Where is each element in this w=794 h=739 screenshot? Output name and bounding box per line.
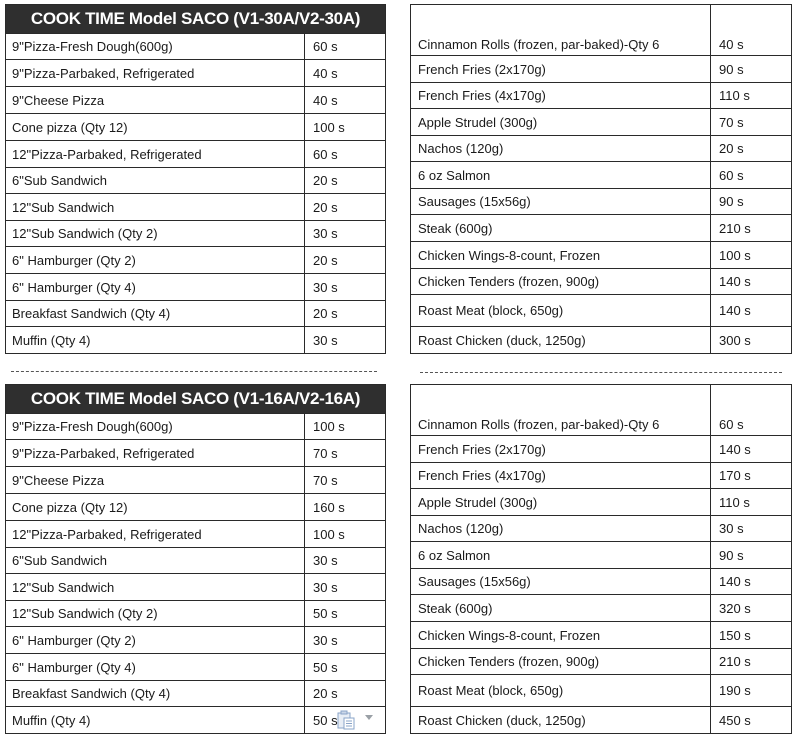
cook-time-cell: 140 s (711, 269, 792, 295)
table-row (6, 467, 386, 494)
item-name-cell: Nachos (120g) (411, 516, 711, 542)
table-row (411, 675, 792, 707)
table-row (411, 649, 792, 675)
cook-time-cell: 30 s (305, 274, 386, 301)
cook-time-cell: 20 s (305, 168, 386, 194)
cook-time-cell: 30 s (305, 627, 386, 654)
table-row (6, 548, 386, 574)
paste-options-icon[interactable] (336, 710, 360, 730)
table-row (6, 168, 386, 194)
cook-time-cell: 100 s (305, 414, 386, 440)
item-name-cell: 12"Sub Sandwich (Qty 2) (6, 221, 305, 247)
table-row (6, 221, 386, 247)
table-row (411, 327, 792, 354)
table-row (6, 247, 386, 274)
cook-time-table-16a-continued (410, 384, 792, 734)
item-name-cell: 6" Hamburger (Qty 4) (6, 654, 305, 681)
table-row (6, 574, 386, 601)
table-row (6, 521, 386, 548)
table-row (411, 516, 792, 542)
cook-time-cell: 30 s (305, 574, 386, 601)
table-row (411, 215, 792, 242)
item-name-cell: 12"Sub Sandwich (Qty 2) (6, 601, 305, 627)
table-title: COOK TIME Model SACO (V1-16A/V2-16A) (6, 385, 386, 414)
cook-time-cell: 190 s (711, 675, 792, 707)
item-name-cell: Roast Chicken (duck, 1250g) (411, 707, 711, 734)
table-row (6, 494, 386, 521)
table-row (6, 34, 386, 60)
item-name-cell: Breakfast Sandwich (Qty 4) (6, 301, 305, 327)
item-name-cell: Chicken Wings-8-count, Frozen (411, 622, 711, 649)
cook-time-cell: 70 s (711, 109, 792, 136)
item-name-cell: French Fries (2x170g) (411, 56, 711, 83)
cook-time-cell: 300 s (711, 327, 792, 354)
item-name-cell: 6" Hamburger (Qty 4) (6, 274, 305, 301)
table-row (6, 87, 386, 114)
table-row (411, 542, 792, 569)
cook-time-cell: 100 s (711, 242, 792, 269)
cook-time-cell: 60 s (305, 34, 386, 60)
item-name-cell: Steak (600g) (411, 215, 711, 242)
item-name-cell: Roast Chicken (duck, 1250g) (411, 327, 711, 354)
dashed-separator-right (420, 372, 782, 373)
item-name-cell: 12"Sub Sandwich (6, 574, 305, 601)
cook-time-cell: 110 s (711, 83, 792, 109)
table-row (411, 385, 792, 436)
cook-time-cell: 20 s (305, 194, 386, 221)
cook-time-cell: 90 s (711, 542, 792, 569)
item-name-cell: 6 oz Salmon (411, 162, 711, 189)
item-name-cell: 9"Pizza-Fresh Dough(600g) (6, 34, 305, 60)
table-row (6, 114, 386, 141)
item-name-cell: 6"Sub Sandwich (6, 168, 305, 194)
item-name-cell: Cinnamon Rolls (frozen, par-baked)-Qty 6 (411, 385, 711, 436)
item-name-cell: Cone pizza (Qty 12) (6, 494, 305, 521)
cook-time-cell: 210 s (711, 649, 792, 675)
table-row (6, 627, 386, 654)
cook-time-table-30a (5, 4, 386, 354)
item-name-cell: 6" Hamburger (Qty 2) (6, 247, 305, 274)
table-row (6, 327, 386, 354)
table-row (411, 136, 792, 162)
cook-time-cell: 90 s (711, 189, 792, 215)
item-name-cell: 9"Pizza-Parbaked, Refrigerated (6, 60, 305, 87)
item-name-cell: 12"Pizza-Parbaked, Refrigerated (6, 141, 305, 168)
cook-time-cell: 20 s (305, 247, 386, 274)
table-row (411, 109, 792, 136)
table-row (411, 189, 792, 215)
table-row (411, 707, 792, 734)
table-body (411, 385, 792, 734)
table-row (411, 295, 792, 327)
cook-time-cell: 170 s (711, 463, 792, 489)
item-name-cell: French Fries (4x170g) (411, 463, 711, 489)
cook-time-cell: 60 s (711, 385, 792, 436)
table-row (6, 601, 386, 627)
cook-time-cell: 150 s (711, 622, 792, 649)
dropdown-arrow-icon[interactable] (365, 715, 373, 720)
title-row (6, 385, 386, 414)
item-name-cell: 9"Pizza-Fresh Dough(600g) (6, 414, 305, 440)
table-row (6, 274, 386, 301)
table-row (6, 60, 386, 87)
item-name-cell: Chicken Tenders (frozen, 900g) (411, 269, 711, 295)
item-name-cell: Apple Strudel (300g) (411, 109, 711, 136)
item-name-cell: Chicken Wings-8-count, Frozen (411, 242, 711, 269)
cook-time-cell: 210 s (711, 215, 792, 242)
item-name-cell: 9"Pizza-Parbaked, Refrigerated (6, 440, 305, 467)
item-name-cell: 12"Sub Sandwich (6, 194, 305, 221)
table-row (411, 436, 792, 463)
table-body (6, 385, 386, 734)
item-name-cell: Apple Strudel (300g) (411, 489, 711, 516)
item-name-cell: Cinnamon Rolls (frozen, par-baked)-Qty 6 (411, 5, 711, 56)
cook-time-cell: 450 s (711, 707, 792, 734)
cook-time-cell: 140 s (711, 295, 792, 327)
cook-time-cell: 20 s (711, 136, 792, 162)
table-row (411, 595, 792, 622)
table-row (411, 569, 792, 595)
table-row (411, 463, 792, 489)
table-row (6, 440, 386, 467)
cook-time-cell: 20 s (305, 301, 386, 327)
cook-time-cell: 40 s (305, 87, 386, 114)
table-row (6, 141, 386, 168)
table-row (411, 83, 792, 109)
cook-time-table-30a-continued (410, 4, 792, 354)
item-name-cell: 6" Hamburger (Qty 2) (6, 627, 305, 654)
item-name-cell: Muffin (Qty 4) (6, 327, 305, 354)
item-name-cell: French Fries (4x170g) (411, 83, 711, 109)
table-title: COOK TIME Model SACO (V1-30A/V2-30A) (6, 5, 386, 34)
table-row (411, 269, 792, 295)
cook-time-cell: 30 s (305, 221, 386, 247)
table-row (6, 301, 386, 327)
table-body (6, 5, 386, 354)
item-name-cell: Muffin (Qty 4) (6, 707, 305, 734)
cook-time-cell: 40 s (305, 60, 386, 87)
dashed-separator-left (11, 371, 377, 372)
cook-time-cell: 100 s (305, 521, 386, 548)
title-row (6, 5, 386, 34)
table-row (6, 194, 386, 221)
item-name-cell: Breakfast Sandwich (Qty 4) (6, 681, 305, 707)
item-name-cell: 6 oz Salmon (411, 542, 711, 569)
table-body (411, 5, 792, 354)
table-row (411, 5, 792, 56)
table-row (411, 242, 792, 269)
cook-time-cell: 100 s (305, 114, 386, 141)
table-row (6, 681, 386, 707)
cook-time-cell: 320 s (711, 595, 792, 622)
table-row (6, 414, 386, 440)
cook-time-table-16a (5, 384, 386, 734)
cook-time-cell: 70 s (305, 467, 386, 494)
table-row (6, 707, 386, 734)
table-row (411, 489, 792, 516)
cook-time-cell: 50 s (305, 654, 386, 681)
cook-time-cell: 40 s (711, 5, 792, 56)
cook-time-cell: 90 s (711, 56, 792, 83)
cook-time-cell: 30 s (305, 327, 386, 354)
cook-time-cell: 30 s (711, 516, 792, 542)
cook-time-cell: 140 s (711, 569, 792, 595)
item-name-cell: Roast Meat (block, 650g) (411, 295, 711, 327)
table-row (411, 56, 792, 83)
item-name-cell: Steak (600g) (411, 595, 711, 622)
item-name-cell: 9"Cheese Pizza (6, 87, 305, 114)
cook-time-cell: 60 s (305, 141, 386, 168)
item-name-cell: French Fries (2x170g) (411, 436, 711, 463)
item-name-cell: Sausages (15x56g) (411, 189, 711, 215)
cook-time-cell: 110 s (711, 489, 792, 516)
cook-time-cell: 50 s (305, 707, 386, 734)
cook-time-cell: 50 s (305, 601, 386, 627)
item-name-cell: 12"Pizza-Parbaked, Refrigerated (6, 521, 305, 548)
table-row (411, 162, 792, 189)
item-name-cell: Chicken Tenders (frozen, 900g) (411, 649, 711, 675)
item-name-cell: Cone pizza (Qty 12) (6, 114, 305, 141)
item-name-cell: Nachos (120g) (411, 136, 711, 162)
item-name-cell: Roast Meat (block, 650g) (411, 675, 711, 707)
cook-time-cell: 160 s (305, 494, 386, 521)
item-name-cell: 9"Cheese Pizza (6, 467, 305, 494)
table-row (411, 622, 792, 649)
table-row (6, 654, 386, 681)
item-name-cell: Sausages (15x56g) (411, 569, 711, 595)
cook-time-cell: 140 s (711, 436, 792, 463)
cook-time-cell: 60 s (711, 162, 792, 189)
cook-time-cell: 30 s (305, 548, 386, 574)
paste-options-icon-graphic (336, 710, 360, 730)
cook-time-cell: 70 s (305, 440, 386, 467)
cook-time-cell: 20 s (305, 681, 386, 707)
item-name-cell: 6"Sub Sandwich (6, 548, 305, 574)
